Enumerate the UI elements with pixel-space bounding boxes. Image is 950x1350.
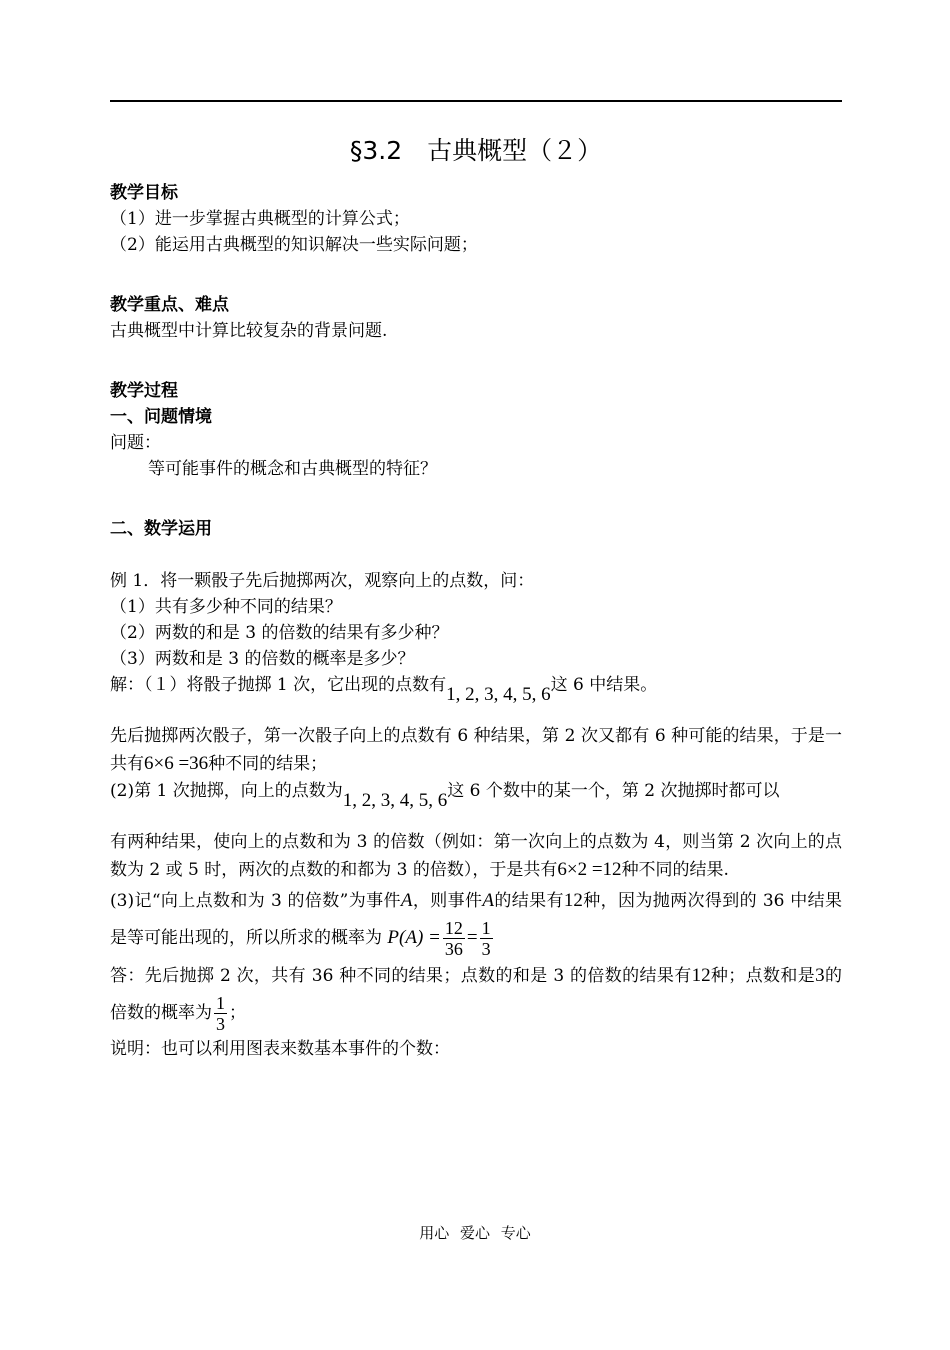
objective-item-2: （2）能运用古典概型的知识解决一些实际问题； bbox=[110, 235, 478, 255]
note-text: 说明：也可以利用图表来数基本事件的个数： bbox=[110, 1039, 450, 1059]
example-q3: （3）两数和是 3 的倍数的概率是多少？ bbox=[110, 649, 415, 669]
event-a: A bbox=[400, 890, 413, 911]
section1-heading: 一、问题情境 bbox=[110, 407, 212, 427]
objectives-heading: 教学目标 bbox=[110, 183, 178, 203]
document-page bbox=[110, 100, 842, 1062]
objective-item-1: （1）进一步掌握古典概型的计算公式； bbox=[110, 209, 410, 229]
process-heading: 教学过程 bbox=[110, 381, 178, 401]
probability-lhs: P(A) = bbox=[387, 927, 441, 948]
example-q2: （2）两数的和是 3 的倍数的结果有多少种？ bbox=[110, 623, 449, 643]
header-rule bbox=[110, 100, 842, 102]
example-q1: （1）共有多少种不同的结果？ bbox=[110, 597, 342, 617]
point-set: 1, 2, 3, 4, 5, 6 bbox=[446, 684, 551, 705]
solution-2-line: (2)第 1 次抛掷，向上的点数为1, 2, 3, 4, 5, 6这 6 个数中的某一个，第 2 次抛掷时都可以 bbox=[110, 781, 780, 811]
count-12-answer: 12 bbox=[691, 965, 711, 986]
solution-2-para: 有两种结果，使向上的点数和为 3 的倍数（例如：第一次向上的点数为 4，则当第 2 次向上的点数为 2 或 5 时，两次的点数的和都为 3 的倍数），于是共有6×2 =12种不同的结果. bbox=[110, 832, 842, 880]
key-points-text: 古典概型中计算比较复杂的背景问题. bbox=[110, 321, 388, 341]
solution-1-line: 解：（１）将骰子抛掷 1 次，它出现的点数有1, 2, 3, 4, 5, 6这 6 中结果。 bbox=[110, 675, 658, 705]
equation-6x6: 6×6 =36 bbox=[144, 753, 209, 774]
key-points-heading: 教学重点、难点 bbox=[110, 295, 229, 315]
count-12: 12 bbox=[563, 890, 583, 911]
point-set-2: 1, 2, 3, 4, 5, 6 bbox=[342, 790, 448, 811]
solution-1-para: 先后抛掷两次骰子，第一次骰子向上的点数有 6 种结果，第 2 次又都有 6 种可能的结果，于是一共有6×6 =36种不同的结果； bbox=[110, 726, 842, 774]
question-text: 等可能事件的概念和古典概型的特征？ bbox=[148, 459, 437, 479]
question-label: 问题： bbox=[110, 433, 161, 453]
event-a-2: A bbox=[482, 890, 494, 911]
solution-3-para: (3)记“向上点数和为 3 的倍数”为事件A，则事件A的结果有12种，因为抛两次得到的 36 中结果是等可能出现的，所以所求的概率为 P(A) = $\frac{12}{36}$ = $\frac{1}{3}$ bbox=[110, 890, 842, 959]
number-three: 3 bbox=[815, 965, 825, 986]
section2-heading: 二、数学运用 bbox=[110, 519, 212, 539]
fraction-1-3-answer: $\frac{1}{3}$ bbox=[216, 993, 225, 1034]
answer-para: 答：先后抛掷 2 次，共有 36 种不同的结果；点数的和是 3 的倍数的结果有12种；点数和是3的倍数的概率为 $\frac{1}{3}$ ； bbox=[110, 965, 843, 1034]
page-title: §3.2 古典概型（２） bbox=[349, 136, 603, 165]
equation-6x2: 6×2 =12 bbox=[557, 859, 622, 880]
page-footer: 用心 爱心 专心 bbox=[419, 1224, 531, 1242]
fraction-12-36: $\frac{12}{36}$ bbox=[444, 918, 463, 959]
example-intro: 例 1．将一颗骰子先后抛掷两次，观察向上的点数，问： bbox=[110, 571, 535, 591]
fraction-1-3: $\frac{1}{3}$ bbox=[481, 918, 491, 959]
